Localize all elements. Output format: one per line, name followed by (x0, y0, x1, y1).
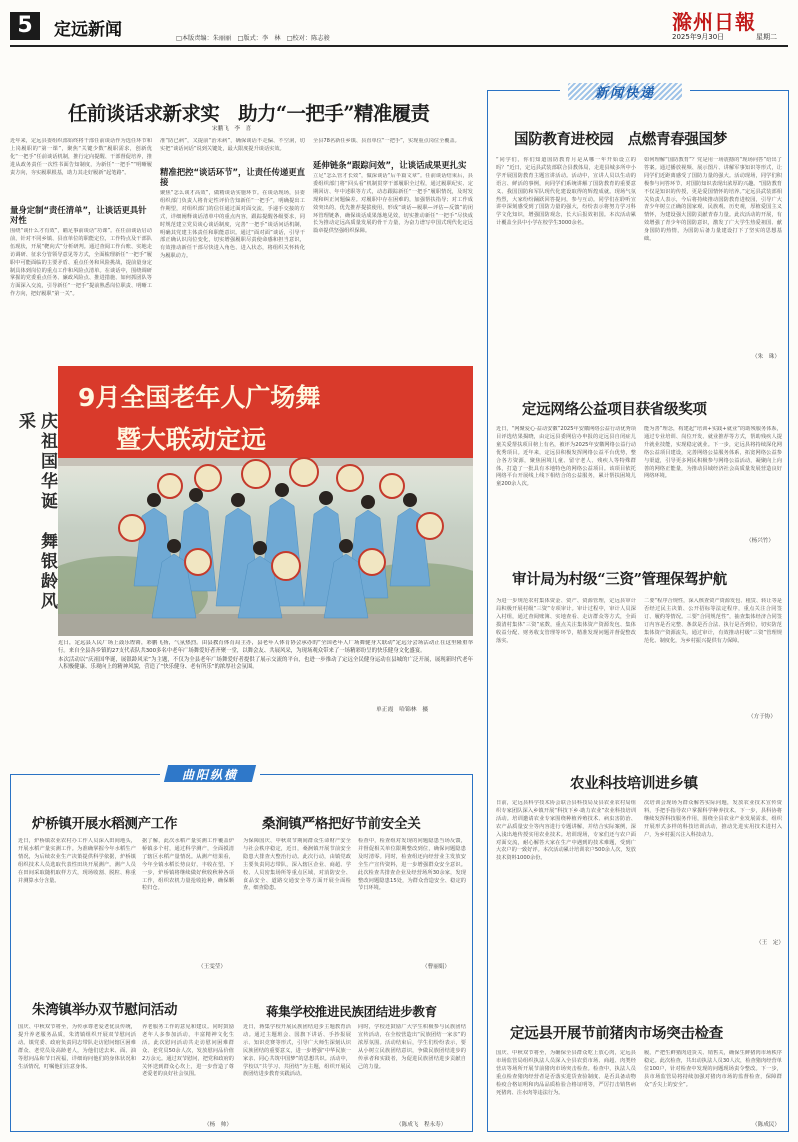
quyang-b4-title: 蒋集学校推进民族团结进步教育 (266, 1004, 437, 1019)
flash-a4-title: 农业科技培训进乡镇 (570, 775, 698, 792)
lead-intro: 近年来，定远县委组织部始终将干部任前谈话作为选任环节和上岗履职的“第一课”，聚焦“关键少数”履职需求，创新优化“一把手”任前谈话机制，推行定向提醒、干部督促培养，推进从政务责任一次性书面告知制度，为新任“一把手”“明晰履责方向，夯实履职根基，助力其走好履新“起笔路”。 (10, 138, 152, 176)
quyang-b3-col2: 养老服务工作的意见和建议。同时鼓励老年人多参加活动，丰富精神文化生活。此次慰问活动共走访慰问困难群众、老党员50余人次，发放慰问品价值2万余元。通过双节慰问，把党和政府的关怀送到群众心坎上，进一步营造了尊老爱老的良好社会氛围。 (142, 1024, 234, 1078)
flash-a2-col2: 能为善”理念，构建起“培训+实践+就业”的助残服务体系，通过专业培训、岗位开发、就业推荐等方式，帮助残疾人提升就业技能，实现稳定就业。下一步，定远县将持续深化网络公益项目建设，完善网络公益服务体系，拓宽网络公益参与渠道，引导更多网民积极参与网络公益活动，凝聚向上向善的网络正能量，为推动县域经济社会高质量发展营造良好网络环境。 (644, 426, 782, 480)
photo-side-title (14, 412, 57, 612)
lead-subhead-3: 延伸链条“跟踪问效”，让谈话成果更扎实 (313, 160, 467, 170)
flash-a2-byline: （杨兴竹） (746, 538, 774, 544)
photo-caption-text: 近日，定远县人民广场上鼓乐铿锵，彩鹏飞扬，气氛热烈。由县教育体育局主办，县老年人体育协会承办的“全国老年人广场舞健身大联动”定远分会场活动正在这里隆重举行。来自全县各乡镇的27支代表队共300多名中老年广场舞爱好者齐聚一堂，以舞会友、共展风采，为现场观众带来了一场精彩纷呈的快乐健身文化盛宴。 (58, 640, 473, 654)
photo-side-title-text: 庆祖国华诞 舞银龄风采 (15, 412, 57, 612)
masthead (0, 0, 798, 46)
quyang-banner-text: 曲阳纵横 (181, 768, 238, 782)
news-flash-banner-text: 新闻快递 (594, 86, 655, 101)
flash-a2-col1: 近日，“网聚爱心·益动安徽”2025年安徽网络公益行动优秀项目评选结果揭晓，由定远县委网信办申报的定远县自闭症儿童关爱帮扶项目榜上有名，被评为2025年安徽网络公益行动优秀项目。近年来，定远县积极发挥网络公益平台优势，整合各方资源，聚焦困境儿童、留守老人、残疾人等特殊群体，打造了一批具有本地特色的网络公益项目。该项目依托网络平台开展线上线下相结合的公益服务，累计帮扶困境儿童200余人次。 (496, 426, 636, 488)
banner-text-1: 9月全国老年人广场舞 (78, 383, 321, 412)
flash-a1-byline: （朱 珠） (752, 354, 780, 360)
flash-a5-title: 定远县开展节前猪肉市场突击检查 (510, 1025, 723, 1042)
quyang-b4-byline: （陈成飞 程永寿） (396, 1122, 447, 1128)
flash-a1-col2: 如何理解“国防教育”？党是用一场震撼的“现场问答”给出了答案。通过播放视频、展示图片、讲解军事知识等形式，让同学们近距离感受了国防力量的强大。活动现场，同学们积极参与问答环节，对国防知识表现出浓厚的兴趣。“国防教育不仅是知识的传授，更是爱国情怀的培养。”定远县武装部相关负责人表示，今后将持续推动国防教育进校园，引导广大青少年树立正确的国家观、民族观、历史观，厚植爱国主义情怀，为建设强大国防贡献青春力量。此次活动的开展，有效增强了青少年的国防意识，激发了广大学生热爱祖国、献身国防的热情，为国防后备力量建设打下了坚实的思想基础。 (644, 157, 782, 243)
quyang-b3-title: 朱湾镇举办双节慰问活动 (32, 1002, 178, 1018)
lead-body-1: 围绕“谈什么才有效”，瞄足事前谈话“功课”。在任前谈话启动前，针对不同乡镇、县直单位的职能定位，工作特点及干部队伍现状，开展“靶向式”分析研判。通过查阅工作台账、实地走访调研、征求分管领导意见等方式，全面梳理新任“一把手”履职中可能面临的主要矛盾、重点任务和风险挑战，提前量身定制具体到岗位的重点工作和风险点清单。在谈话中，围绕调研掌握的党委重点任务、廉政风险点、推进措施、如何抓团队等方面深入交流，引导新任“一把手”提前熟悉岗位职责、明晰工作方向，把好履职“第一关”。 (10, 228, 152, 298)
lead-body-2a: 准“防已病”，又提前“治未病”，确保谈话不走偏、不空洞，切实把“谈话问话”说到关键处，最大限度提升谈话实效。 (160, 138, 305, 152)
flash-a1-col1: “同学们，你们知道国防教育月是从哪一年开始设立的吗？”近日，定远县武装部联合县教体局，走进县城多所中小学开展国防教育主题宣讲活动。活动中，宣讲人员以生动的语言、鲜活的事例，向同学们系统讲解了国防教育的重要意义、我国国防和军队现代化建设取得的辉煌成就。现场气氛热烈，大家纷纷踊跃回答提问，参与互动。同学们在聆听宣讲中深刻感受到了国防力量的强大，纷纷表示将努力学习科学文化知识，增强国防观念，长大后报效祖国。本次活动累计覆盖全县中小学在校学生3000余名。 (496, 157, 636, 227)
section-title: 定远新闻 (54, 20, 122, 40)
page-number-box (10, 12, 40, 40)
flash-a3-byline: （方于协） (748, 714, 776, 720)
lead-headline: 任前谈话求新求实 助力“一把手”精准履责 (68, 102, 430, 125)
photo-credit: 单正霞 哈锦林 摄 (376, 707, 429, 713)
dance-photo (58, 366, 473, 636)
quyang-b4-col2: 同时，学校还鼓励广大学生积极参与民族团结宣传活动，在全校营造出“民族团结一家亲”的浓厚氛围。活动结束后，学生们纷纷表示，要从小树立民族团结意识，争做民族团结进步的传承者和实践者，为促进民族团结进步贡献自己的力量。 (358, 1024, 466, 1070)
quyang-b1-byline: （王雯莹） (198, 964, 226, 970)
page-number: 5 (17, 13, 33, 38)
flash-a4-col2: 次培训会现场为群众解答实际问题，发放农业技术宣传资料，手把手指导农户掌握科学种养技术。下一步，县科协将继续发挥科技服务作用，围绕全县农业产业发展需求，组织开展形式多样的科技培训活动，推动先进实用技术进村入户，为乡村振兴注入科技动力。 (644, 800, 782, 838)
quyang-b1-col2: 据了解，此次水稻产量实测工作覆盖炉桥镇多个村，通过科学测产，全面摸清了辖区水稻产量情况。从测产结果看，今年全镇水稻长势良好，丰收在望。下一步，炉桥镇将继续做好秋收秋种各项工作，组织农机力量抢收抢种，确保颗粒归仓。 (142, 838, 234, 892)
lead-col-3 (313, 138, 473, 360)
flash-a3-col1: 为进一步规范农村集体资金、资产、资源管理，定远县审计局积极开展村级“三资”专项审计。审计过程中，审计人员深入村组，通过查阅账簿、实地查看、走访群众等方式，全面摸清村集体“三资”底数，重点关注集体资产资源发包、集体收益分配、财务收支管理等环节，精准发现问题并督促整改落实。 (496, 598, 636, 644)
lead-col-2 (160, 138, 305, 360)
lead-subhead-1: 量身定制“责任清单”，让谈话更具针对性 (10, 205, 147, 225)
masthead-rule (10, 45, 788, 47)
flash-a4-col1: 日前，定远县科学技术协会联合县科技局及县农业农村局组织专家团队深入乡镇开展“科技下乡·助力农业”农业科技培训活动。培训邀请农业专家围绕种植养殖技术、病虫害防治、农产品质量安全等内容进行专题讲解，并结合实际案例，深入浅出地传授实用农业技术。培训现场，专家们还与农户面对面交流，耐心解答大家在生产中遇到的技术难题，受到广大农户的一致好评。本次活动累计培训农户500余人次，发放技术资料1000余份。 (496, 800, 636, 862)
lead-body-2b: 聚焦“怎么谈才高效”，做精谈话实施环节。在谈话现场，县委组织部门负责人将肯定性评价告知新任“一把手”，明确提出工作期望，对组织部门的信任通过面对面交流，手递手交接的方式，详细阐释谈话清单中的重点内容，跟踪提醒各级要求，同时规范建立党员谈心谈话制度，完善“一把手”谈话问话机制，明确其党建主体责任和职能意识。通过“面对面”谈话，引导干部正确认识岗位变化，切实增强履职尽责使命感和担当意识，有效推动新任干部尽快进入角色、进入状态，将组织关怀转化为履职动力。 (160, 190, 305, 260)
lead-body-3a: 全县78名新任乡镇、县直单位“一把手”，实现重点岗位全覆盖。 (313, 138, 460, 144)
quyang-b2-col1: 为保障国庆、中秋双节期间群众生命财产安全与社会秩序稳定，近日，桑涧镇开展节前安全隐患大排查大整治行动。此次行动，由镇党政主要负责同志带队，深入辖区企业、商超、学校、人员密集场所等重点区域，对消防安全、食品安全、道路交通安全等方面开展全面检查，细查隐患。 (243, 838, 351, 892)
quyang-b1-title: 炉桥镇开展水稻测产工作 (32, 816, 178, 832)
photo-caption-text-2: 本次活动以“庆祖国华诞，展银龄风采”为主题，不仅为全县老年广场舞爱好者提供了展示交流的平台，也进一步推动了定远全民健身运动在县城的广泛开展，展现新时代老年人积极健康、乐观向上的精神风貌，营造了“快乐健身、老有所乐”的浓厚社会氛围。 (58, 656, 473, 671)
lead-byline: 宋鹏飞 李 喜 (212, 126, 252, 132)
flash-a1-title: 国防教育进校园 点燃青春强国梦 (514, 131, 727, 148)
lead-body-3b: 立足“怎么管才长效”，做深谈话“后半篇文章”。任前谈话结束后，县委组织部门将“回头看”机制贯穿干部履职全过程，通过履职纪实、定期回访、年中述职等方式，动态跟踪新任“一把手”履职情况，及时发现和纠正问题偏差。对履职中存在困难的，加强帮扶指导；对工作成效突出的，优先推荐提拔使用，形成“谈话—履职—评估—反馈”的闭环管理链条，确保谈话成果落地见效，切实推动新任“一把手”尽快成长为推动定远高质量发展的骨干力量，为奋力谱写中国式现代化定远篇章提供坚强组织保障。 (313, 173, 473, 235)
flash-a3-title: 审计局为村级“三资”管理保驾护航 (512, 571, 727, 588)
banner-text-2: 暨大联动定远 (116, 425, 267, 454)
flash-a4-byline: （王 定） (756, 940, 784, 946)
newspaper-logo: 滁州日報 (672, 10, 756, 34)
quyang-b2-title: 桑涧镇严格把好节前安全关 (262, 816, 421, 832)
lead-col-1 (10, 138, 152, 360)
quyang-b4-col1: 近日，蒋集学校开展民族团结进步主题教育活动。通过主题班会、国旗下讲话、手抄报展示、知识竞赛等形式，引导广大师生深刻认识民族团结的重要意义，进一步增强“中华民族一家亲、同心共筑中国梦”的思想共识。活动中，学校以“共学习、共团结”为主题，组织开展民族团结进步教育实践活动。 (243, 1024, 351, 1078)
quyang-b1-col1: 近日，炉桥镇农业农村办工作人员深入田间地头，开展水稻产量实测工作。为准确掌握今年水稻生产情况，为后续农业生产决策提供科学依据，炉桥镇组织技术人员选取代表性田块开展测产。测产人员在田间采取随机取样方式，现场收割、脱粒、称重并测算水分含量。 (18, 838, 136, 884)
quyang-b3-byline: （杨 帅） (204, 1122, 232, 1128)
quyang-b2-byline: （曹丽娟） (422, 964, 450, 970)
flash-a5-byline: （陈成民） (752, 1122, 780, 1128)
flash-a2-title: 定远网络公益项目获省级奖项 (522, 401, 707, 418)
news-flash-banner (560, 80, 690, 102)
editor-line: □本版责编：朱丽丽 □版式：李 林 □校对：陈志骏 (176, 35, 330, 42)
flash-a5-col1: 国庆、中秋双节将至，为确保全县群众吃上放心肉，定远县市场监管局组织执法人员深入全县农贸市场、商超、肉类经营店等场所开展节前猪肉市场突击检查。检查中，执法人员重点检查猪肉经营者是否落实进货查验制度、是否具备动物检疫合格证明和肉品品质检验合格证明等，严厉打击销售病死猪肉、注水肉等违法行为。 (496, 1050, 636, 1096)
quyang-b2-col2: 检查中，检查组对发现的问题隐患当场反馈，并督促相关单位限期整改到位，确保问题隐患及时清零。同时，检查组还向经营业主发放安全生产宣传资料，进一步增强群众安全意识。此次检查共排查企业及经营场所30余家，发现整改问题隐患15处，为群众营造安全、稳定的节日环境。 (358, 838, 466, 892)
issue-weekday: 星期二 (756, 33, 777, 41)
photo-caption (58, 640, 473, 700)
lead-subhead-2: 精准把控“谈话环节”，让责任传递更直接 (160, 167, 305, 187)
issue-date: 2025年9月30日 (672, 33, 725, 41)
quyang-banner (160, 762, 260, 784)
flash-a3-col2: 二要“程序合规性，深入核查资产资源发包、租赁、转让等是否经过民主决策、公开招标等法定程序，重点关注合同签订、履约等情况。三要“合同规范性”，抽查集体经济合同签订内容是否完整、条款是否合法、执行是否到位，切实防范集体资产资源流失。通过审计，有效推动村级“三资”管理规范化、制度化，为乡村振兴提供有力保障。 (644, 598, 782, 644)
dance-photo-art (58, 366, 473, 636)
quyang-b3-col1: 国庆、中秋双节将至，为传承尊老爱老优良传统，提升养老服务品质，朱湾镇组织开展双节慰问活动。镇党委、政府负责同志带队走访慰问辖区困难群众、老党员及高龄老人，为他们送去米、面、油等慰问品和节日祝福，详细询问他们的身体状况和生活情况，叮嘱他们注意身体。 (18, 1024, 136, 1070)
flash-a5-col2: 履，严把生鲜猪肉进货关、销售关，确保生鲜猪肉市场秩序稳定。此次检查，共出动执法人员30人次，检查猪肉经营单位100户，针对检查中发现的问题现场责令整改。下一步，县市场监管局将持续加强对猪肉市场的监督检查，保障群众“舌尖上的安全”。 (644, 1050, 782, 1088)
